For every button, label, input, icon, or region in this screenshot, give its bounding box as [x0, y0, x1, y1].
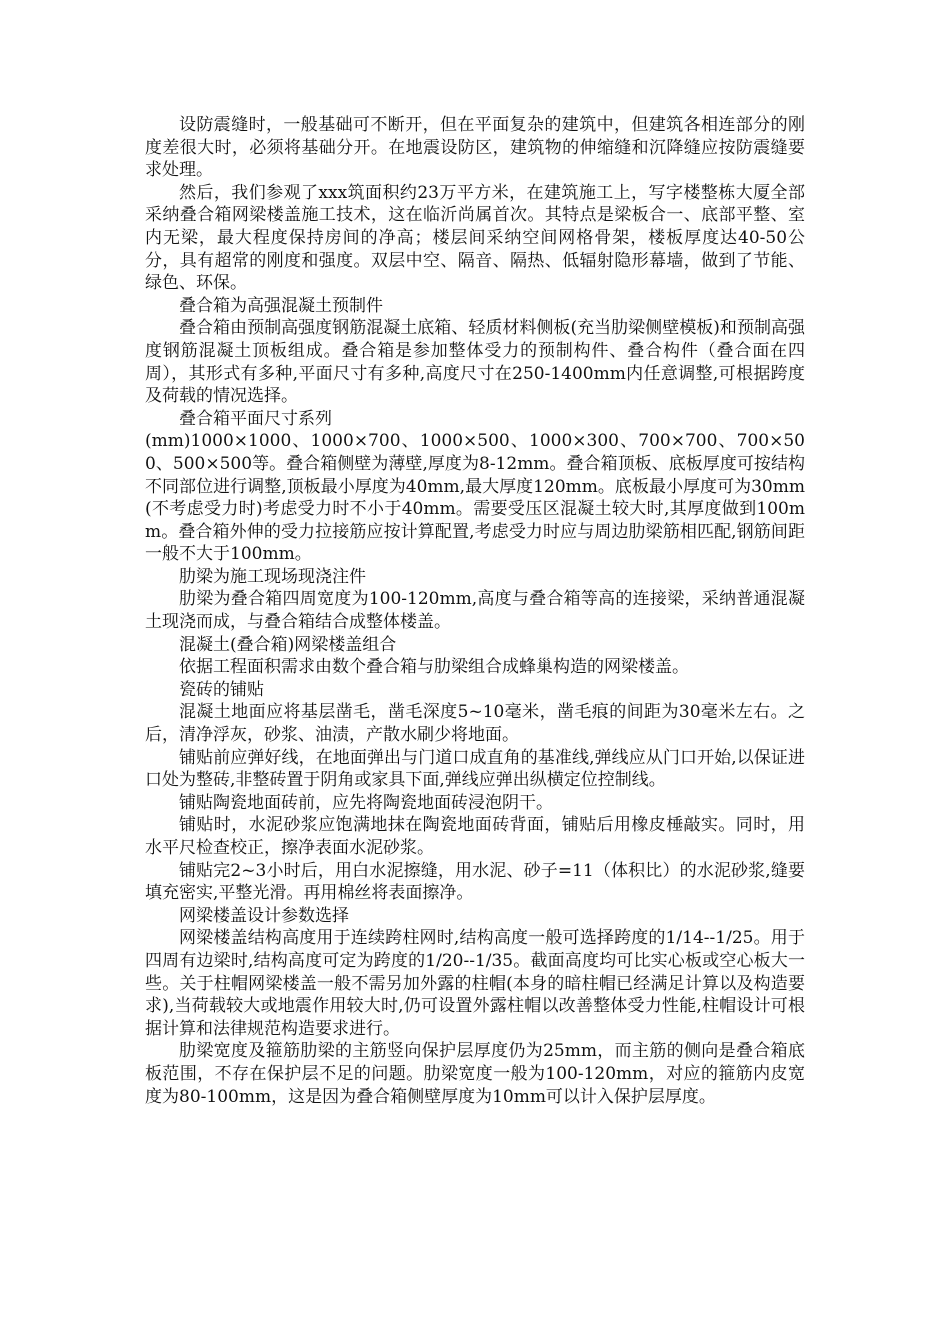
section-heading: 网梁楼盖设计参数选择: [179, 905, 349, 926]
body-paragraph: 然后，我们参观了xxx筑面积约23万平方米，在建筑施工上，写字楼整栋大厦全部采纳叠合箱网梁楼盖施工技术，这在临沂尚属首次。其特点是梁板合一、底部平整、室内无梁，最大程度保持房间的净高；楼层间采纳空间网格骨架，楼板厚度达40-50公分，具有超常的刚度和强度。双层中空、隔音、隔热、低辐射隐形幕墙，做到了节能、绿色、环保。: [145, 182, 805, 294]
section-heading: 瓷砖的铺贴: [179, 679, 264, 700]
section-heading: 肋梁为施工现场现浇注件: [179, 566, 366, 587]
body-paragraph: 铺贴前应弹好线，在地面弹出与门道口成直角的基准线,弹线应从门口开始,以保证进口处为整砖,非整砖置于阴角或家具下面,弹线应弹出纵横定位控制线。: [145, 747, 805, 791]
body-paragraph: 肋梁宽度及箍筋肋梁的主筋竖向保护层厚度仍为25mm，而主筋的侧向是叠合箱底板范围，不存在保护层不足的问题。肋梁宽度一般为100-120mm，对应的箍筋内皮宽度为80-100mm，这是因为叠合箱侧壁厚度为10mm可以计入保护层厚度。: [145, 1041, 805, 1107]
body-paragraph: (mm)1000×1000、1000×700、1000×500、1000×300、700×700、700×500、500×500等。叠合箱侧壁为薄壁,厚度为8-12mm。叠合箱顶板、底板厚度可按结构不同部位进行调整,顶板最小厚度为40mm,最大厚度120mm。底板最小厚度可为30mm(不考虑受力时)考虑受力时不小于40mm。需要受压区混凝土较大时,其厚度做到100mm。叠合箱外伸的受力拉接筋应按计算配置,考虑受力时应与周边肋梁筋相匹配,钢筋间距一般不大于100mm。: [145, 431, 805, 565]
body-paragraph: 肋梁为叠合箱四周宽度为100-120mm,高度与叠合箱等高的连接梁，采纳普通混凝土现浇而成，与叠合箱结合成整体楼盖。: [145, 589, 805, 633]
section-heading: 叠合箱平面尺寸系列: [179, 408, 332, 429]
section-heading: 混凝土(叠合箱)网梁楼盖组合: [179, 634, 397, 655]
body-paragraph: 依据工程面积需求由数个叠合箱与肋梁组合成蜂巢构造的网梁楼盖。: [179, 657, 689, 678]
body-paragraph: 混凝土地面应将基层凿毛，凿毛深度5~10毫米，凿毛痕的间距为30毫米左右。之后，清净浮灰，砂浆、油渍，产散水刷少将地面。: [145, 702, 805, 746]
body-paragraph: 铺贴完2~3小时后，用白水泥擦缝，用水泥、砂子=11（体积比）的水泥砂浆,缝要填充密实,平整光滑。再用棉丝将表面擦净。: [145, 860, 805, 904]
section-heading: 叠合箱为高强混凝土预制件: [179, 295, 383, 316]
body-paragraph: 叠合箱由预制高强度钢筋混凝土底箱、轻质材料侧板(充当肋梁侧壁模板)和预制高强度钢筋混凝土顶板组成。叠合箱是参加整体受力的预制构件、叠合构件（叠合面在四周），其形式有多种,平面尺寸有多种,高度尺寸在250-1400mm内任意调整,可根据跨度及荷载的情况选择。: [145, 318, 805, 407]
document-page: [145, 114, 805, 1108]
body-paragraph: 铺贴陶瓷地面砖前，应先将陶瓷地面砖浸泡阴干。: [179, 792, 553, 813]
body-paragraph: 铺贴时，水泥砂浆应饱满地抹在陶瓷地面砖背面，铺贴后用橡皮棰敲实。同时，用水平尺检查校正，擦净表面水泥砂浆。: [145, 815, 805, 858]
body-paragraph: 设防震缝时，一般基础可不断开，但在平面复杂的建筑中，但建筑各相连部分的刚度差很大时，必须将基础分开。在地震设防区，建筑物的伸缩缝和沉降缝应按防震缝要求处理。: [145, 115, 805, 181]
body-paragraph: 网梁楼盖结构高度用于连续跨柱网时,结构高度一般可选择跨度的1/14--1/25。用于四周有边梁时,结构高度可定为跨度的1/20--1/35。截面高度均可比实心板或空心板大一些。关于柱帽网梁楼盖一般不需另加外露的柱帽(本身的暗柱帽已经满足计算以及构造要求),当荷载较大或地震作用较大时,仍可设置外露柱帽以改善整体受力性能,柱帽设计可根据计算和法律规范构造要求进行。: [145, 928, 805, 1039]
